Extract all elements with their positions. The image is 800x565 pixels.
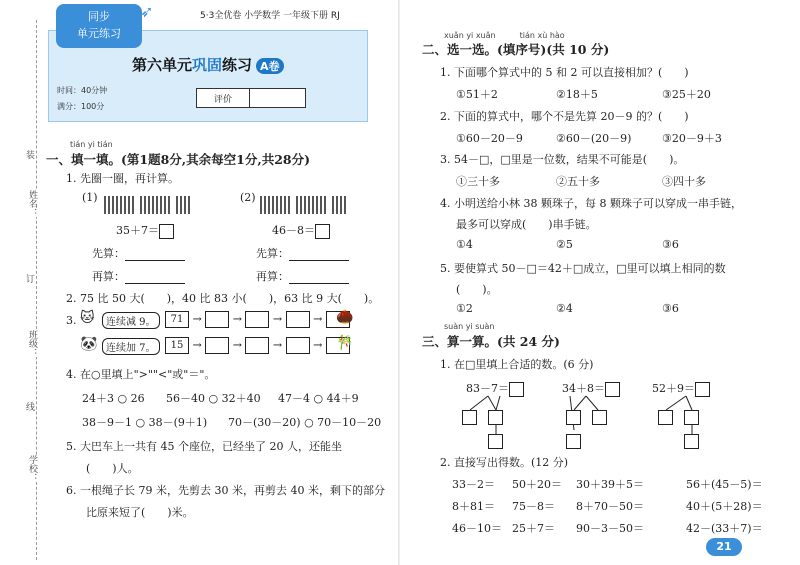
split-line <box>488 396 496 410</box>
page-title <box>132 54 284 75</box>
split-box[interactable] <box>684 434 699 449</box>
series-info: 5·3全优卷 小学数学 一年级下册 RJ <box>200 11 340 21</box>
answer-line[interactable] <box>289 250 349 261</box>
answer-box[interactable] <box>315 224 330 239</box>
calc-item[interactable]: 8＋81＝ <box>452 500 495 513</box>
answer-line[interactable] <box>125 250 185 261</box>
calc-item[interactable]: 50＋20＝ <box>512 478 562 491</box>
calc-question-1: 1. 在□里填上合适的数。(6 分) <box>440 358 594 371</box>
q4-item[interactable]: 38－9－1 ○ 38－(9＋1) <box>82 416 208 429</box>
question-6-cont: 比原来短了( )米。 <box>86 506 194 519</box>
split-box[interactable] <box>488 434 503 449</box>
choice-question-2: 2. 下面的算式中，哪个不是先算 20－9 的？( ) <box>440 110 689 123</box>
q1a-first-step <box>92 245 185 261</box>
evaluation-field[interactable] <box>250 89 305 107</box>
binding-label-bind-mark: 订 <box>26 272 35 285</box>
binding-label-school: 学校： <box>27 455 37 482</box>
first-calc-label: 先算： <box>256 247 289 260</box>
evaluation-label: 评价 <box>197 89 250 107</box>
choice-option[interactable]: ②5 <box>556 238 573 251</box>
bundled-sticks-icon <box>296 196 328 214</box>
choice-option[interactable]: ③6 <box>662 238 679 251</box>
section2-title: 二、选一选。(填序号)(共 10 分) <box>422 42 610 57</box>
q3-row2-chain: 15 → → → → <box>165 337 350 354</box>
choice-question-4: 4. 小明送给小林 38 颗珠子，每 8 颗珠子可以穿成一串手链， <box>440 197 742 210</box>
section1-title: 一、填一填。(第1题8分,其余每空1分,共28分) <box>46 152 311 167</box>
binding-label-name: 姓名： <box>27 190 37 217</box>
calc-question-2: 2. 直接写出得数。(12 分) <box>440 456 569 469</box>
section2-pinyin: xuǎn yi xuǎn tián xù hào <box>444 31 565 40</box>
calc-item[interactable]: 90－3－50＝ <box>576 522 644 535</box>
time-limit: 时间：40分钟 <box>57 86 108 95</box>
calc-item[interactable]: 8＋70－50＝ <box>576 500 644 513</box>
chain-box[interactable] <box>245 311 269 328</box>
q3-row1-chain: 71 → → → → <box>165 311 350 328</box>
section1-pinyin: tián yi tián <box>70 140 113 149</box>
chain-box[interactable] <box>205 311 229 328</box>
answer-line[interactable] <box>125 273 185 284</box>
q1a-expression <box>116 222 174 239</box>
q1a-tag: (1) <box>82 191 98 204</box>
bamboo-icon: 🎋 <box>336 335 354 351</box>
q4-item[interactable]: 47－4 ○ 44＋9 <box>278 392 359 405</box>
q1b-second-step <box>256 268 349 284</box>
chain-box[interactable] <box>245 337 269 354</box>
chain-box[interactable] <box>205 337 229 354</box>
choice-question-5: 5. 要使算式 50－□＝42＋□成立，□里可以填上相同的数 <box>440 262 726 275</box>
full-score: 满分：100分 <box>57 102 105 111</box>
panda-icon: 🐼 <box>80 336 98 352</box>
bundled-sticks-icon <box>140 196 172 214</box>
title-part-1: 第六单元 <box>132 56 193 74</box>
q3-row1-rule: 连续减 9。 <box>102 312 160 329</box>
version-badge: A卷 <box>256 58 284 74</box>
q1b-tag: (2) <box>240 191 256 204</box>
q1a-expr-text: 35＋7＝ <box>116 224 159 237</box>
question-1: 1. 先圈一圈，再计算。 <box>66 172 179 185</box>
choice-question-4-cont: 最多可以穿成( )串手链。 <box>456 218 597 231</box>
chain-box[interactable] <box>286 337 310 354</box>
calc-item[interactable]: 46－10＝ <box>452 522 502 535</box>
split-box[interactable] <box>684 410 699 425</box>
choice-question-3: 3. 54－□，□里是一位数，结果不可能是( )。 <box>440 153 685 166</box>
q3-row2-rule: 连续加 7。 <box>102 338 160 355</box>
cat-icon: 🐱 <box>80 310 95 326</box>
split-line <box>586 396 598 410</box>
choice-option[interactable]: ①51＋2 <box>456 88 498 101</box>
calc-item[interactable]: 75－8＝ <box>512 500 555 513</box>
choice-option[interactable]: ③20－9＋3 <box>662 132 722 145</box>
choice-question-5-cont: ( )。 <box>456 283 498 296</box>
calc-item[interactable]: 56＋(45－5)＝ <box>686 478 763 491</box>
split-box[interactable] <box>462 410 477 425</box>
calc-item[interactable]: 40＋(5＋28)＝ <box>686 500 763 513</box>
badge-line-1: 同步 <box>88 10 110 23</box>
badge-line-2: 单元练习 <box>77 27 121 40</box>
choice-option[interactable]: ①三十多 <box>456 175 500 188</box>
choice-option[interactable]: ②60－(20－9) <box>556 132 632 145</box>
split-expr-3-text: 52＋9＝ <box>652 382 695 395</box>
split-box[interactable] <box>658 410 673 425</box>
split-expr-2-text: 34＋8＝ <box>562 382 605 395</box>
title-part-3: 练习 <box>222 56 253 74</box>
single-sticks-icon <box>176 196 190 214</box>
q1b-expression <box>272 222 330 239</box>
then-calc-label: 再算： <box>256 270 289 283</box>
binding-label-class: 班级： <box>27 330 37 357</box>
q3-row1-start: 71 <box>165 311 189 328</box>
split-line <box>686 396 692 410</box>
answer-box[interactable] <box>159 224 174 239</box>
choice-option[interactable]: ②五十多 <box>556 175 600 188</box>
q1b-expr-text: 46－8＝ <box>272 224 315 237</box>
right-page <box>400 0 800 565</box>
page-number: 21 <box>706 538 742 556</box>
choice-option[interactable]: ②18＋5 <box>556 88 598 101</box>
calc-item[interactable]: 42－(33＋7)＝ <box>686 522 763 535</box>
rocket-icon: ➶ <box>140 2 154 21</box>
choice-option[interactable]: ②4 <box>556 302 573 315</box>
split-line <box>496 396 500 410</box>
q1a-second-step <box>92 268 185 284</box>
question-3-label: 3. <box>66 314 77 327</box>
section3-pinyin: suàn yi suàn <box>444 322 495 331</box>
calc-item[interactable]: 25＋7＝ <box>512 522 555 535</box>
q4-item[interactable]: 70－(30－20) ○ 70－10－20 <box>228 416 382 429</box>
calc-item[interactable]: 33－2＝ <box>452 478 495 491</box>
split-line <box>666 396 686 410</box>
choice-option[interactable]: ③四十多 <box>662 175 706 188</box>
choice-option[interactable]: ③25＋20 <box>662 88 711 101</box>
q3-row2-start: 15 <box>165 337 189 354</box>
section3-title: 三、算一算。(共 24 分) <box>422 334 560 349</box>
choice-option[interactable]: ①4 <box>456 238 473 251</box>
evaluation-box <box>196 88 306 108</box>
single-sticks-icon <box>332 196 346 214</box>
question-4: 4. 在○里填上">""<"或"＝"。 <box>66 368 216 381</box>
title-part-2: 巩固 <box>192 56 223 74</box>
split-box[interactable] <box>566 410 581 425</box>
split-line <box>470 396 488 410</box>
calc-item[interactable]: 30＋39＋5＝ <box>576 478 644 491</box>
bundled-sticks-icon <box>260 196 292 214</box>
bundled-sticks-icon <box>104 196 136 214</box>
binding-label-school-mark: 装 <box>26 148 35 161</box>
choice-option[interactable]: ①60－20－9 <box>456 132 523 145</box>
choice-option[interactable]: ③6 <box>662 302 679 315</box>
q4-item[interactable]: 24＋3 ○ 26 <box>82 392 145 405</box>
first-calc-label: 先算： <box>92 247 125 260</box>
choice-question-1: 1. 下面哪个算式中的 5 和 2 可以直接相加？( ) <box>440 66 689 79</box>
chain-box[interactable] <box>286 311 310 328</box>
split-expr-1-text: 83－7＝ <box>466 382 509 395</box>
split-box[interactable] <box>488 410 503 425</box>
q1b-first-step <box>256 245 349 261</box>
question-5-cont: ( )人。 <box>86 462 139 475</box>
question-2: 2. 75 比 50 大( )，40 比 83 小( )，63 比 9 大( )。 <box>66 292 380 305</box>
then-calc-label: 再算： <box>92 270 125 283</box>
split-box[interactable] <box>566 434 581 449</box>
binding-label-line-mark: 线 <box>26 400 35 413</box>
split-line <box>574 396 586 410</box>
question-6: 6. 一根绳子长 79 米，先剪去 30 米，再剪去 40 米，剩下的部分 <box>66 484 385 497</box>
choice-option[interactable]: ①2 <box>456 302 473 315</box>
q4-item[interactable]: 56－40 ○ 32＋40 <box>166 392 261 405</box>
split-box[interactable] <box>592 410 607 425</box>
question-5: 5. 大巴车上一共有 45 个座位，已经坐了 20 人，还能坐 <box>66 440 342 453</box>
acorn-icon: 🌰 <box>336 309 354 325</box>
answer-line[interactable] <box>289 273 349 284</box>
series-badge <box>56 4 142 48</box>
